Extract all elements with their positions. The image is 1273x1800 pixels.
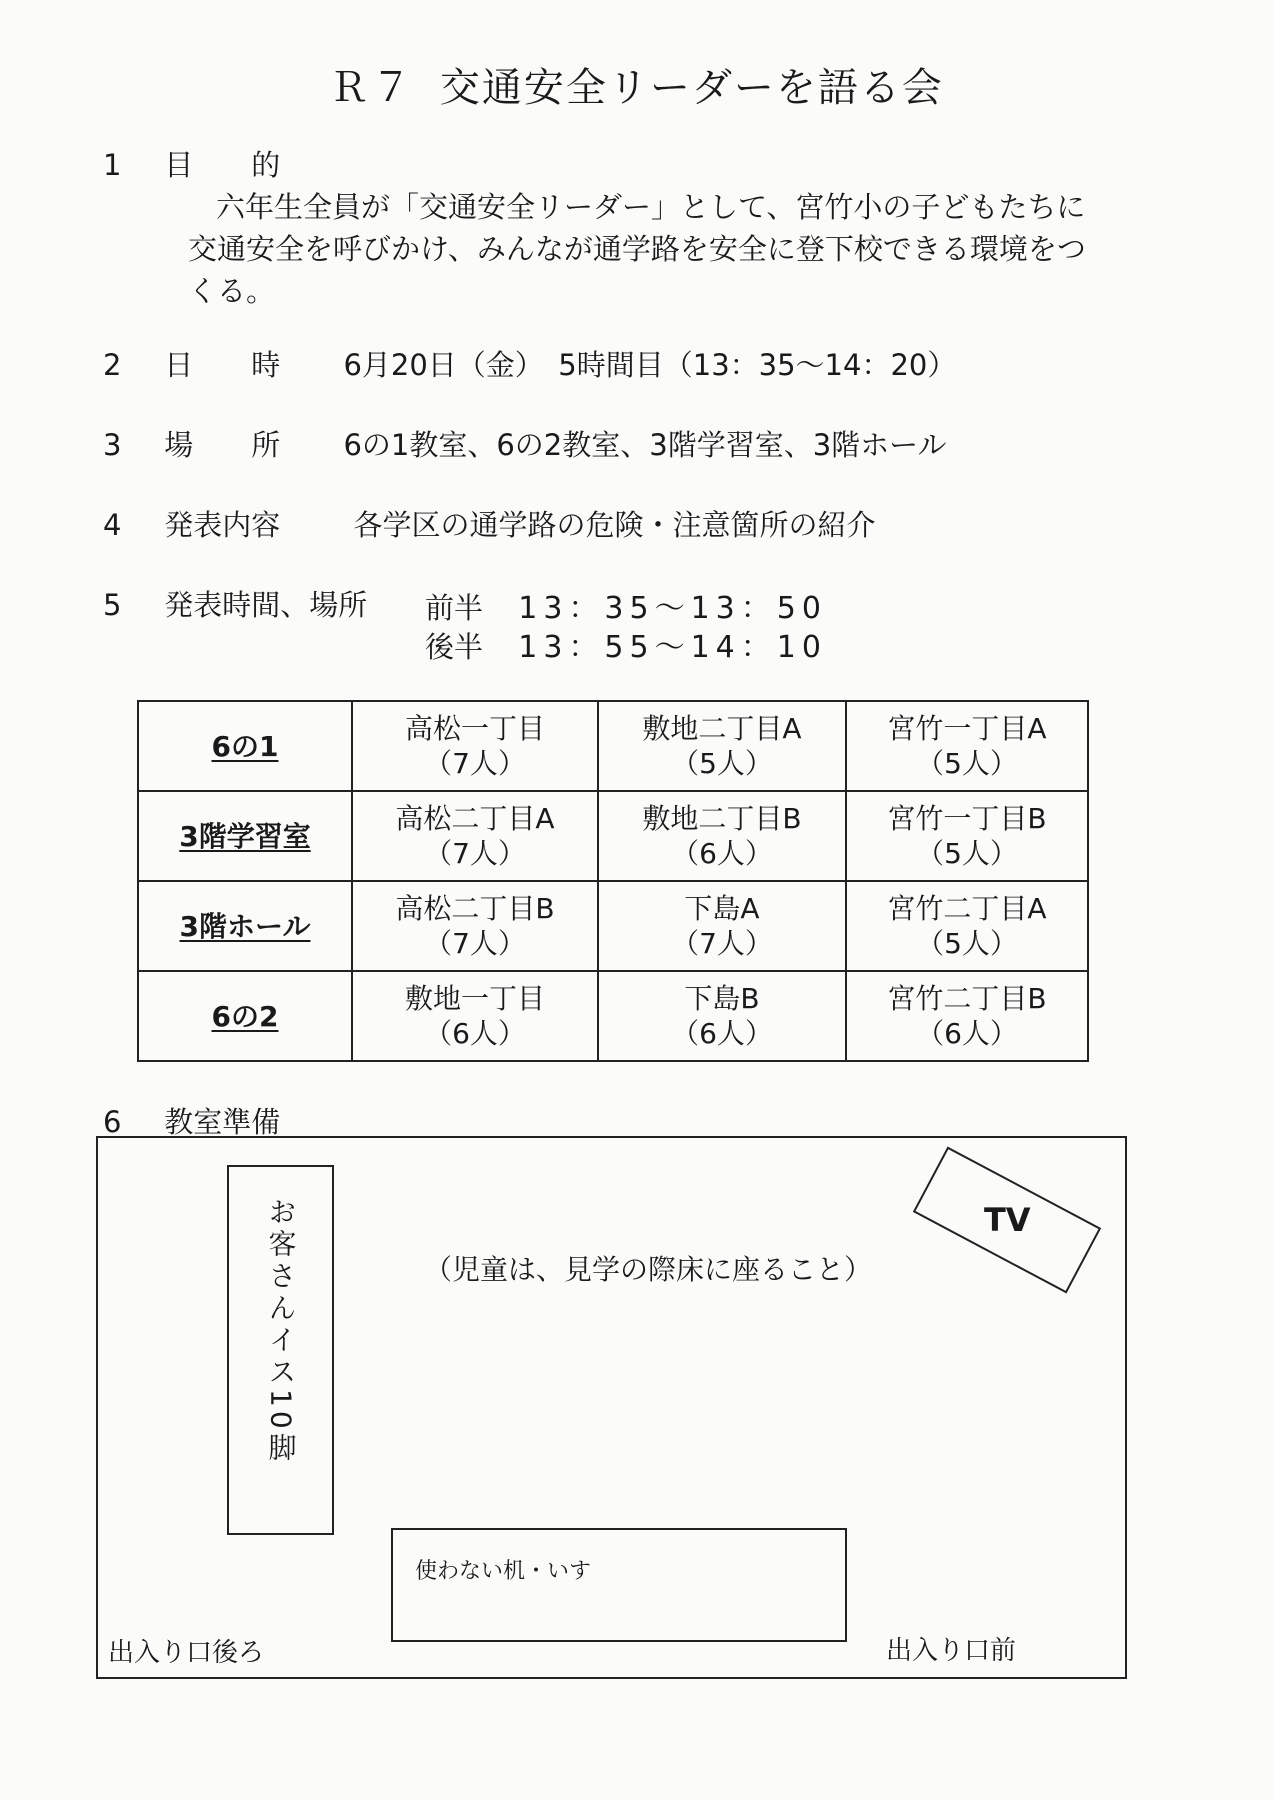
guest-chairs-label: お客さんイス10脚 <box>264 1197 298 1465</box>
district-cell <box>352 881 598 971</box>
unused-desks-area <box>391 1528 847 1642</box>
student-count: （5人） <box>916 927 1018 960</box>
district-cell <box>846 971 1088 1061</box>
table-row <box>138 971 1088 1061</box>
section-place <box>103 423 947 464</box>
student-count: （7人） <box>424 837 526 870</box>
district-name: 敷地一丁目 <box>404 982 545 1015</box>
student-count: （6人） <box>424 1017 526 1050</box>
page-title <box>0 56 1273 113</box>
district-cell <box>598 881 846 971</box>
district-cell <box>846 701 1088 791</box>
student-count: （7人） <box>671 927 773 960</box>
datetime-value: 6月20日（金） 5時間目（13：35～14：20） <box>343 348 957 382</box>
section-number: 1 <box>103 148 122 182</box>
section-number: 2 <box>103 348 122 382</box>
student-count: （7人） <box>424 747 526 780</box>
table-row <box>138 701 1088 791</box>
group-table <box>137 700 1089 1062</box>
district-name: 宮竹一丁目B <box>887 802 1047 835</box>
tv-label: TV <box>983 1201 1031 1239</box>
schedule-second-time: 13：55～14：10 <box>518 630 827 665</box>
section-number: 4 <box>103 508 122 542</box>
student-count: （6人） <box>671 1017 773 1050</box>
exit-front-label: 出入り口前 <box>886 1636 1017 1666</box>
district-cell <box>352 971 598 1061</box>
table-row <box>138 881 1088 971</box>
title-main: 交通安全リーダーを語る会 <box>439 65 944 111</box>
district-cell <box>598 701 846 791</box>
district-cell <box>352 791 598 881</box>
district-name: 高松二丁目A <box>395 802 555 835</box>
student-count: （6人） <box>671 837 773 870</box>
district-name: 敷地二丁目A <box>642 712 802 745</box>
room-cell: 3階ホール <box>138 881 352 971</box>
section-label: 場 所 <box>164 428 281 462</box>
student-count: （5人） <box>916 837 1018 870</box>
student-count: （5人） <box>916 747 1018 780</box>
section-number: 5 <box>103 588 122 622</box>
section-label: 発表時間、場所 <box>164 588 368 622</box>
unused-desks-label: 使わない机・いす <box>415 1559 592 1584</box>
section-prep-heading <box>103 1100 280 1141</box>
section-number: 3 <box>103 428 122 462</box>
district-cell <box>846 881 1088 971</box>
section-label: 教室準備 <box>164 1105 281 1139</box>
district-cell <box>598 791 846 881</box>
district-name: 高松二丁目B <box>395 892 555 925</box>
schedule-first <box>425 583 827 627</box>
schedule-second-label: 後半 <box>425 630 484 664</box>
section-content <box>103 503 875 544</box>
district-name: 下島A <box>684 892 760 925</box>
section-purpose-heading <box>103 143 280 184</box>
place-value: 6の1教室、6の2教室、3階学習室、3階ホール <box>343 428 947 462</box>
section-schedule <box>103 583 367 624</box>
section-label: 日 時 <box>164 348 281 382</box>
guest-chairs-area <box>227 1165 334 1535</box>
purpose-line-1: 六年生全員が「交通安全リーダー」として、宮竹小の子どもたちに <box>216 190 1086 224</box>
district-cell <box>352 701 598 791</box>
room-cell: 6の1 <box>138 701 352 791</box>
purpose-line-2: 交通安全を呼びかけ、みんなが通学路を安全に登下校できる環境をつ <box>188 232 1086 266</box>
district-name: 敷地二丁目B <box>642 802 802 835</box>
district-name: 宮竹一丁目A <box>887 712 1047 745</box>
section-label: 発表内容 <box>164 508 281 542</box>
section-label: 目 的 <box>164 148 281 182</box>
section-number: 6 <box>103 1105 122 1139</box>
district-cell <box>598 971 846 1061</box>
district-name: 下島B <box>684 982 760 1015</box>
district-name: 宮竹二丁目B <box>887 982 1047 1015</box>
room-cell: 6の2 <box>138 971 352 1061</box>
floor-seating-note: （児童は、見学の際床に座ること） <box>424 1253 873 1286</box>
district-cell <box>846 791 1088 881</box>
title-prefix: Ｒ７ <box>329 65 414 111</box>
content-value: 各学区の通学路の危険・注意箇所の紹介 <box>353 508 876 542</box>
exit-back-label: 出入り口後ろ <box>108 1638 265 1668</box>
schedule-second <box>425 622 827 666</box>
schedule-first-label: 前半 <box>425 591 484 625</box>
schedule-first-time: 13：35～13：50 <box>518 591 827 626</box>
district-name: 宮竹二丁目A <box>887 892 1047 925</box>
student-count: （5人） <box>671 747 773 780</box>
student-count: （7人） <box>424 927 526 960</box>
section-datetime <box>103 343 956 384</box>
district-name: 高松一丁目 <box>404 712 545 745</box>
room-cell: 3階学習室 <box>138 791 352 881</box>
student-count: （6人） <box>916 1017 1018 1050</box>
purpose-line-3: くる。 <box>188 274 276 308</box>
table-row <box>138 791 1088 881</box>
